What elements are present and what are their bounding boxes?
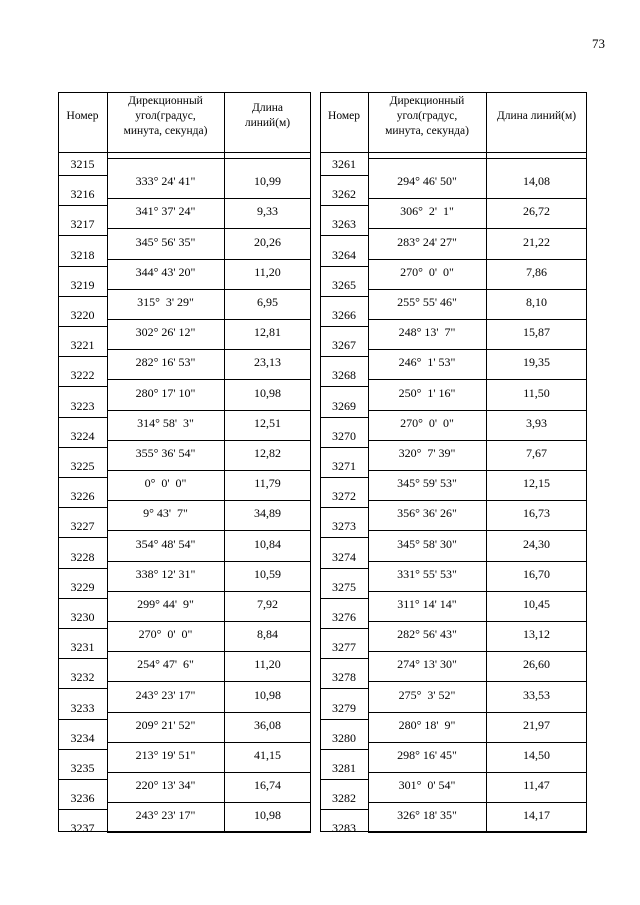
table-hline xyxy=(58,326,107,327)
direction-angle: 344° 43' 20" xyxy=(135,264,196,279)
direction-angle: 311° 14' 14" xyxy=(397,596,457,611)
table-hline xyxy=(320,537,368,538)
line-length: 16,70 xyxy=(523,566,550,581)
point-number: 3276 xyxy=(332,610,356,624)
table-header-border xyxy=(58,152,311,153)
direction-angle: 248° 13' 7" xyxy=(398,325,456,340)
page-number: 73 xyxy=(592,36,605,51)
table-hline xyxy=(368,681,587,682)
header-length-line1: Длина xyxy=(252,102,283,114)
table-hline xyxy=(107,440,311,441)
direction-angle: 282° 16' 53" xyxy=(135,355,196,370)
table-hline xyxy=(320,296,368,297)
table-hline xyxy=(368,712,587,713)
line-length: 11,79 xyxy=(254,476,281,491)
table-header-border xyxy=(320,152,587,153)
point-number: 3268 xyxy=(332,368,356,383)
line-length: 10,59 xyxy=(254,566,281,581)
point-number: 3225 xyxy=(70,459,95,473)
line-length: 10,98 xyxy=(254,808,281,823)
line-length: 10,98 xyxy=(254,687,281,702)
table-hline xyxy=(368,379,587,380)
table-hline xyxy=(107,500,311,501)
direction-angle: 298° 16' 45" xyxy=(397,747,457,762)
point-number: 3229 xyxy=(70,579,95,594)
direction-angle: 320° 7' 39" xyxy=(398,445,456,460)
direction-angle: 220° 13' 34" xyxy=(135,778,196,793)
line-length: 16,73 xyxy=(523,506,550,521)
table-hline xyxy=(368,772,587,773)
table-hline xyxy=(368,742,587,743)
direction-angle: 280° 17' 10" xyxy=(135,385,196,400)
line-length: 36,08 xyxy=(254,717,281,732)
table-hline xyxy=(320,507,368,508)
point-number: 3273 xyxy=(332,519,356,534)
direction-angle: 243° 23' 17" xyxy=(135,808,196,823)
line-length: 10,99 xyxy=(254,174,281,189)
table-hline xyxy=(368,158,587,159)
point-number: 3216 xyxy=(70,187,95,202)
table-hline xyxy=(320,447,368,448)
point-number: 3224 xyxy=(70,428,95,443)
direction-angle: 355° 36' 54" xyxy=(135,445,196,460)
table-hline xyxy=(58,386,107,387)
line-length: 19,35 xyxy=(523,355,550,370)
table-hline xyxy=(320,386,368,387)
line-length: 21,97 xyxy=(523,717,550,732)
direction-angle: 282° 56' 43" xyxy=(397,627,457,642)
point-number: 3270 xyxy=(332,428,356,443)
table-hline xyxy=(107,561,311,562)
table-hline xyxy=(107,158,311,159)
direction-angle: 338° 12' 31" xyxy=(135,566,196,581)
table-hline xyxy=(320,356,368,357)
table-hline xyxy=(368,651,587,652)
table-hline xyxy=(320,205,368,206)
point-number: 3237 xyxy=(70,821,95,836)
line-length: 16,74 xyxy=(254,778,281,793)
point-number: 3215 xyxy=(70,157,95,171)
direction-angle: 301° 0' 54" xyxy=(398,778,456,793)
line-length: 26,60 xyxy=(523,657,550,672)
table-hline xyxy=(107,259,311,260)
line-length: 11,20 xyxy=(254,657,281,672)
table-hline xyxy=(368,621,587,622)
table-hline xyxy=(368,802,587,803)
point-number: 3282 xyxy=(332,791,356,806)
table-hline xyxy=(107,591,311,592)
line-length: 24,30 xyxy=(523,536,550,551)
table-hline xyxy=(107,410,311,411)
direction-angle: 356° 36' 26" xyxy=(397,506,457,521)
point-number: 3218 xyxy=(70,247,95,262)
direction-angle: 255° 55' 46" xyxy=(397,294,457,309)
table-hline xyxy=(368,530,587,531)
table-hline xyxy=(58,296,107,297)
line-length: 6,95 xyxy=(257,294,278,309)
line-length: 14,50 xyxy=(523,747,550,762)
line-length: 11,50 xyxy=(523,385,550,400)
header-number: Номер xyxy=(66,110,99,122)
table-hline xyxy=(368,289,587,290)
table-hline xyxy=(107,530,311,531)
point-number: 3279 xyxy=(332,700,356,715)
direction-angle: 254° 47' 6" xyxy=(137,657,194,672)
table-hline xyxy=(58,235,107,236)
table-hline xyxy=(107,772,311,773)
point-number: 3233 xyxy=(70,700,95,715)
point-number: 3232 xyxy=(70,670,95,685)
point-number: 3274 xyxy=(332,549,356,564)
table-hline xyxy=(107,289,311,290)
table-hline xyxy=(320,809,368,810)
table-hline xyxy=(320,326,368,327)
header-number: Номер xyxy=(328,110,360,122)
table-hline xyxy=(58,719,107,720)
point-number: 3283 xyxy=(332,821,356,836)
header-length-line2: линий(м) xyxy=(244,117,291,129)
table-hline xyxy=(58,749,107,750)
table-hline xyxy=(107,742,311,743)
table-hline xyxy=(320,235,368,236)
direction-angle: 326° 18' 35" xyxy=(397,808,457,823)
point-number: 3235 xyxy=(70,761,95,775)
table-hline xyxy=(58,809,107,810)
point-number: 3266 xyxy=(332,308,356,322)
direction-angle: 306° 2' 1" xyxy=(400,204,454,219)
header-angle-line3: минута, секунда) xyxy=(385,125,469,137)
header-angle-line2: угол(градус, xyxy=(135,110,196,122)
point-number: 3261 xyxy=(332,157,356,171)
line-length: 20,26 xyxy=(254,234,281,249)
table-hline xyxy=(107,712,311,713)
line-length: 11,47 xyxy=(523,778,550,793)
point-number: 3269 xyxy=(332,398,356,413)
line-length: 12,51 xyxy=(254,415,281,430)
table-hline xyxy=(107,681,311,682)
table-hline xyxy=(320,719,368,720)
point-number: 3271 xyxy=(332,459,356,473)
line-length: 12,81 xyxy=(254,325,281,340)
table-hline xyxy=(58,205,107,206)
line-length: 26,72 xyxy=(523,204,550,219)
left-coordinates-table xyxy=(58,92,311,836)
direction-angle: 294° 46' 50" xyxy=(397,174,457,189)
table-hline xyxy=(58,568,107,569)
table-hline xyxy=(368,198,587,199)
table-top-border xyxy=(320,92,587,93)
direction-angle: 280° 18' 9" xyxy=(398,717,456,732)
table-hline xyxy=(320,628,368,629)
table-hline xyxy=(58,658,107,659)
point-number: 3277 xyxy=(332,640,356,655)
point-number: 3275 xyxy=(332,579,356,594)
line-length: 12,82 xyxy=(254,445,281,460)
direction-angle: 345° 58' 30" xyxy=(397,536,457,551)
point-number: 3227 xyxy=(70,519,95,534)
line-length: 13,12 xyxy=(523,627,550,642)
table-hline xyxy=(58,628,107,629)
point-number: 3265 xyxy=(332,277,356,292)
line-length: 14,17 xyxy=(523,808,550,823)
table-hline xyxy=(58,507,107,508)
direction-angle: 0° 0' 0" xyxy=(144,476,187,491)
table-hline xyxy=(368,561,587,562)
direction-angle: 345° 56' 35" xyxy=(135,234,196,249)
direction-angle: 270° 0' 0" xyxy=(138,627,193,642)
right-coordinates-table xyxy=(320,92,587,836)
point-number: 3234 xyxy=(70,730,95,745)
table-hline xyxy=(58,477,107,478)
table-hline xyxy=(58,598,107,599)
direction-angle: 9° 43' 7" xyxy=(143,506,188,521)
table-hline xyxy=(107,651,311,652)
direction-angle: 331° 55' 53" xyxy=(397,566,457,581)
table-hline xyxy=(320,658,368,659)
table-hline xyxy=(107,470,311,471)
header-length: Длина линий(м) xyxy=(496,110,577,122)
direction-angle: 275° 3' 52" xyxy=(398,687,456,702)
point-number: 3217 xyxy=(70,217,95,232)
line-length: 10,98 xyxy=(254,385,281,400)
table-hline xyxy=(58,266,107,267)
point-number: 3220 xyxy=(70,308,95,322)
point-number: 3226 xyxy=(70,489,95,504)
line-length: 33,53 xyxy=(523,687,550,702)
table-hline xyxy=(107,198,311,199)
line-length: 21,22 xyxy=(523,234,550,249)
direction-angle: 341° 37' 24" xyxy=(135,204,196,219)
table-hline xyxy=(368,500,587,501)
point-number: 3230 xyxy=(70,610,95,624)
table-hline xyxy=(368,228,587,229)
header-angle-line1: Дирекционный xyxy=(389,95,465,107)
table-hline xyxy=(107,319,311,320)
line-length: 3,93 xyxy=(526,415,547,430)
table-hline xyxy=(58,779,107,780)
line-length: 14,08 xyxy=(523,174,550,189)
table-top-border xyxy=(58,92,311,93)
table-hline xyxy=(58,356,107,357)
point-number: 3264 xyxy=(332,247,356,262)
line-length: 23,13 xyxy=(254,355,281,370)
line-length: 15,87 xyxy=(523,325,550,340)
table-hline xyxy=(107,379,311,380)
line-length: 12,15 xyxy=(523,476,550,491)
line-length: 11,20 xyxy=(254,264,281,279)
table-hline xyxy=(58,175,107,176)
point-number: 3272 xyxy=(332,489,356,504)
table-hline xyxy=(320,598,368,599)
point-number: 3280 xyxy=(332,730,356,745)
header-angle-line3: минута, секунда) xyxy=(123,125,208,137)
table-hline xyxy=(107,349,311,350)
header-angle-line2: угол(градус, xyxy=(396,110,458,122)
direction-angle: 213° 19' 51" xyxy=(135,747,196,762)
table-hline xyxy=(58,447,107,448)
table-hline xyxy=(320,688,368,689)
direction-angle: 354° 48' 54" xyxy=(135,536,196,551)
point-number: 3263 xyxy=(332,217,356,232)
table-hline xyxy=(58,537,107,538)
table-hline xyxy=(368,410,587,411)
table-hline xyxy=(320,779,368,780)
point-number: 3228 xyxy=(70,549,95,564)
table-hline xyxy=(58,417,107,418)
direction-angle: 299° 44' 9" xyxy=(137,596,194,611)
line-length: 9,33 xyxy=(257,204,278,219)
point-number: 3221 xyxy=(70,338,95,353)
line-length: 7,86 xyxy=(526,264,547,279)
point-number: 3223 xyxy=(70,398,95,413)
line-length: 41,15 xyxy=(254,747,281,762)
direction-angle: 315° 3' 29" xyxy=(137,294,194,309)
table-hline xyxy=(368,832,587,833)
direction-angle: 314° 58' 3" xyxy=(137,415,194,430)
table-hline xyxy=(320,477,368,478)
table-hline xyxy=(107,621,311,622)
table-hline xyxy=(320,266,368,267)
direction-angle: 302° 26' 12" xyxy=(135,325,196,340)
point-number: 3236 xyxy=(70,791,95,806)
point-number: 3222 xyxy=(70,368,95,383)
direction-angle: 333° 24' 41" xyxy=(135,174,196,189)
table-hline xyxy=(368,440,587,441)
direction-angle: 250° 1' 16" xyxy=(398,385,456,400)
direction-angle: 243° 23' 17" xyxy=(135,687,196,702)
table-hline xyxy=(320,417,368,418)
point-number: 3219 xyxy=(70,277,95,292)
line-length: 7,92 xyxy=(257,596,278,611)
table-hline xyxy=(107,802,311,803)
table-hline xyxy=(320,175,368,176)
point-number: 3231 xyxy=(70,640,95,655)
header-angle-line1: Дирекционный xyxy=(128,95,203,107)
table-hline xyxy=(368,591,587,592)
point-number: 3267 xyxy=(332,338,356,353)
point-number: 3281 xyxy=(332,761,356,775)
line-length: 8,84 xyxy=(257,627,278,642)
point-number: 3262 xyxy=(332,187,356,202)
direction-angle: 283° 24' 27" xyxy=(397,234,457,249)
table-hline xyxy=(368,259,587,260)
table-hline xyxy=(368,349,587,350)
line-length: 7,67 xyxy=(526,445,547,460)
direction-angle: 274° 13' 30" xyxy=(397,657,457,672)
table-hline xyxy=(320,749,368,750)
point-number: 3278 xyxy=(332,670,356,685)
direction-angle: 246° 1' 53" xyxy=(398,355,456,370)
table-hline xyxy=(107,832,311,833)
line-length: 34,89 xyxy=(254,506,281,521)
direction-angle: 345° 59' 53" xyxy=(397,476,457,491)
direction-angle: 270° 0' 0" xyxy=(400,264,454,279)
line-length: 10,84 xyxy=(254,536,281,551)
table-hline xyxy=(368,470,587,471)
direction-angle: 209° 21' 52" xyxy=(135,717,196,732)
line-length: 8,10 xyxy=(526,294,547,309)
line-length: 10,45 xyxy=(523,596,550,611)
table-hline xyxy=(107,228,311,229)
table-hline xyxy=(58,688,107,689)
direction-angle: 270° 0' 0" xyxy=(400,415,454,430)
table-hline xyxy=(368,319,587,320)
table-hline xyxy=(320,568,368,569)
